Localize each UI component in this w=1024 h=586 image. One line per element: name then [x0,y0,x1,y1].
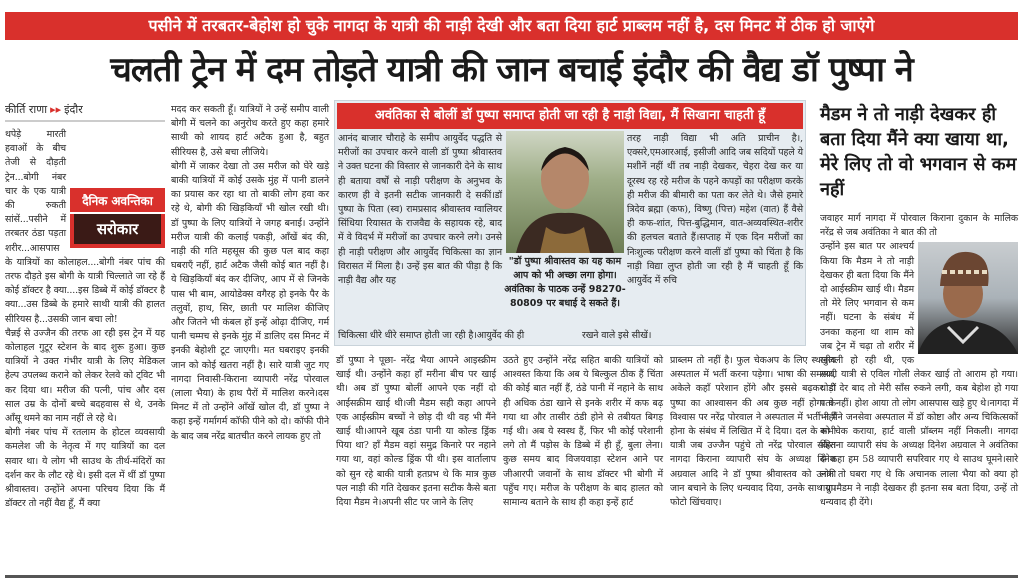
headline: चलती ट्रेन में दम तोड़ते यात्री की जान बचाई इंदौर की वैद्य डॉ पुष्पा ने [110,50,913,90]
doctor-photo [506,131,624,253]
inset-box [334,100,806,346]
paragraph: बोगी नंबर पांच में रतलाम के होटल व्यवसायी कमलेश जी के नेतृत्व में गए यात्रियों का दल सवार था। ये लोग भी साउथ के तीर्थ-मंदिरों का दर्शन कर के लौट रहे थे। इसी दल में थीं डॉ पुष्पा श्रीवास्तव। उन्होंने अपना परिचय दिया कि मैं डॉक्टर तो नहीं वैद्य हूँ, मैं क्या [5,427,165,510]
article-column-4: उठते हुए उन्होंने नरेंद्र सहित बाकी यात्रियों को आश्वस्त किया कि अब ये बिल्कुल ठीक हैं चिंता की कोई बात नहीं हैं, ठंडे पानी में नहाने के साथ ही अधिक ठंडा खाने से इनके शरीर में कफ बढ़ गया था और तासीर ठंडी होने से तबीयत बिगड़ गई थी। अब ये स्वस्थ हैं, फिर भी कोई परेशानी लगे तो मैं पड़ोस के डिब्बे में ही हूँ, बुला लेना। कुछ समय बाद विजयवाड़ा स्टेशन आने पर जीआरपी जवानों के साथ डॉक्टर भी बोगी में पहुँच गए। मरीज के परीक्षण के बाद हालत को सामान्य बताने के साथ ही कहा इन्हें हार्ट [503,355,663,509]
sidebar-text [820,212,1018,510]
paragraph: थपेड़े मारती हवाओं के बीच तेजी से दौड़ती ट्रेन...बोगी नंबर चार के एक यात्री की रुकती सांसें...पसीने में तरबतर ठंडा पड़ता शरीर...आसपास के यात्रियों का कोलाहल....बोगी नंबर पांच की तरफ दौड़ते इस बोगी के यात्री चिल्लाते जा रहे हैं कोई डॉक्टर है क्या....इस डिब्बे में कोई डॉक्टर है क्या...उस डिब्बे के हमारे साथी यात्री की हालत सीरियस है...उसकी जान बचा लो! [5,129,165,325]
article-column-5: प्राब्लम तो नहीं है। फुल चेकअप के लिए स्थानीय अस्पताल में भर्ती करना पड़ेगा। भाषा की समस्या, अकेले कहाँ परेशान होंगे और इससे बढ़कर डॉ पुष्पा का आश्वासन की अब कुछ नहीं होगा के विश्वास पर नरेंद्र पोरवाल ने अस्पताल में भर्ती नहीं होना के संबंध में लिखित में दे दिया। दल के सभी यात्री जब उज्जैन पहुंचे तो नरेंद्र पोरवाल सहित नागदा किराना व्यापारी संघ के अध्यक्ष दिनेश अग्रवाल आदि ने डॉ पुष्पा श्रीवास्तव को उनकी जान बचाने के लिए धन्यवाद दिया, उनके साथ ग्रुप फोटो खिंचवाए। [670,355,836,509]
bottom-rule [5,575,1018,578]
sidebar-wrap-text: उन्होंने इस बात पर आश्चर्य किया कि मैडम ने तो नाड़ी देखकर ही बता दिया कि मैंने दो आईस्क्रीम खाई थी। मैडम तो मेरे लिए भगवान से कम [820,241,914,310]
top-banner: पसीने में तरबतर-बेहोश हो चुके नागदा के यात्री की नाड़ी देखी और बता दिया हार्ट प्राब्लम नहीं है, दस मिनट में ठीक हो जाएंगे [5,12,1018,40]
sidebar-intro: जवाहर मार्ग नागदा में पोरवाल किराना दुकान के मालिक नरेंद्र से जब अवंतिका ने बात की तो [820,213,1018,239]
article-column-2 [171,103,329,444]
arrow-icon: ▸▸ [50,103,62,116]
paragraph: मदद कर सकती हूँ। यात्रियों ने उन्हें समीप वाली बोगी में चलने का अनुरोध करते हुए कहा हमारे साथी को शायद हार्ट अटैक हुआ है, बहुत सीरियस है, उसे बचा लीजिये। [171,104,329,158]
sidebar-body: नहीं। घटना के संबंध में उनका कहना था शाम को जब ट्रेन में चढ़ा तो शरीर में खुजली हो रही थी, एक साथी यात्री से एविल गोली लेकर खाई तो आराम हो गया। थोड़ी देर बाद तो मेरी साँस रुकने लगी, कब बेहोश हो गया पता नहीं। होश आया तो लोग आसपास खड़े हुए थे।नागदा में भी मैंने जनसेवा अस्पताल में डॉ कोष्टा और अन्य चिकित्सकों को चेक कराया, हार्ट वाली प्रॉब्लम नहीं निकली। नागदा किराना व्यापारी संघ के अध्यक्ष दिनेश अग्रवाल ने अवंतिका से कहा हम 58 व्यापारी सपरिवार गए थे साउथ घूमने।सारे लोग तो घबरा गए थे कि अचानक लाला भैया को क्या हो गया।मैडम ने नाड़ी देखकर ही इतना सब बता दिया, उन्हें तो धन्यवाद ही देंगे। [820,312,1018,509]
inset-title: अवंतिका से बोलीं डॉ पुष्पा समाप्त होती जा रही है नाड़ी विद्या, मैं सिखाना चाहती हूँ [337,103,803,129]
photo-caption: "डॉ पुष्पा श्रीवास्तव का यह काम आप को भी अच्छा लगा होगा। अवंतिका के पाठक उन्हें 98270-80809 पर बधाई दे सकते हैं। [504,256,626,309]
masthead-logo [70,188,165,248]
byline [5,100,165,122]
masthead-section: सरोकार [70,214,165,248]
article-column-3: डॉ पुष्पा ने पूछा- नरेंद्र भैया आपने आइस्क्रीम खाई थी। उन्होंने कहा हाँ मरीना बीच पर खाई थी। अब डॉ पुष्पा बोलीं आपने एक नहीं दो आईसक्रीम खाई थी।जी मैडम सही कहा आपने एक आईस्क्रीम बच्चों ने छोड़ दी थी वह भी मैंने खाई थी।आपने खूब ठंडा पानी या कोल्ड ड्रिंक पिया था? हाँ मैडम वहां समुद्र किनारे पर नहाने गया था, वहां कोल्ड ड्रिंक पी थी। इस वार्तालाप को सुन रहे बाकी यात्री हतप्रभ थे कि मात्र कुछ पल नाड़ी की गति देखकर इतना सटीक कैसे बता दिया मैडम ने।अपनी सीट पर जाने के लिए [336,355,496,509]
masthead-name: दैनिक अवन्तिका [70,188,165,214]
sidebar-headline: मैडम ने तो नाड़ी देखकर ही बता दिया मैंने क्या खाया था, मेरे लिए तो वो भगवान से कम नहीं [820,104,1017,200]
paragraph: बोगी में जाकर देखा तो उस मरीज को घेरे खड़े बाकी यात्रियों में कोई उसके मुंह में पानी डालने का प्रयास कर रहा था तो बाकी लोग हवा कर रहे थे, बोगी की खिड़कियाँ भी खोल रखी थी। डॉ पुष्पा के लिए यात्रियों ने जगह बनाई। उन्होंने मरीज यात्री की कलाई पकड़ी, आँखें बंद की, नाड़ी की गति महसूस की कुछ पल बाद कहा घबराएँ नहीं, हार्ट अटैक जैसी कोई बात नहीं है। ये खिड़कियाँ बंद कर दीजिए, आप में से जिनके पास भी बाम, आयोडेक्स वगैरह हो इनके पैर के तलुवों, हाथ, सिर, छाती पर मालिश कीजिए और जितने भी कंबल हों इन्हें ओढ़ा दीजिए, गर्म पानी चम्मच से इनके मुंह में डालिए दस मिनट में इनकी बेहोशी टूट जाएगी। मत घबराइए इनकी जान को कोई खतरा नहीं है। सारे यात्री जुट गए नागदा निवासी-किराना व्यापारी नरेंद्र पोरवाल (लाला भैया) के हाथ पैरों में मालिश करने।दस मिनट में तो उन्होंने आँखें खोल दी, डॉ पुष्पा ने कहा इन्हें गर्मागर्म कॉफी पीने को दो। कॉफी पीने के बाद जब नरेंद्र बातचीत करने लायक हुए तो [171,160,329,442]
inset-left-text: आनंद बाजार चौराहे के समीप आयुर्वेद पद्धति से मरीजों का उपचार करने वाली डॉ पुष्पा श्रीवास्तव ने उक्त घटना की विस्तार से जानकारी देने के साथ ही बताया वर्षों से नाड़ी परीक्षण के अनुभव के कारण ही वे इतनी सटीक जानकारी दे सकीं।डॉ पुष्पा के पिता (स्व) रामप्रसाद श्रीवास्तव ग्वालियर सिंधिया रियासत के राजवैद्य के सहायक रहे, बाद में वे विदर्भ में मरीजों का उपचार करने लगे। उनसे ही नाड़ी परीक्षण और आयुर्वेद चिकित्सा का ज्ञान विरासत में मिला है। उन्हें इस बात की पीड़ा है कि नाड़ी वैद्य और यह [338,133,502,287]
paragraph: चैन्नई से उज्जैन की तरफ आ रही इस ट्रेन में यह कोलाहल गुटूर स्टेशन के बाद शुरू हुआ। कुछ यात्रियों ने उक्त गंभीर यात्री के लिए मेडिकल हेल्प उपलब्ध कराने को लेकर रेलवे को ट्विट भी कर दिया था। मरीज की पत्नी, पांच और दस साल उम्र के दोनों बच्चे बदहवास से थे, उनके आँसू थमने का नाम नहीं ले रहे थे। [5,327,165,425]
inset-right-text: तरह नाड़ी विद्या भी अति प्राचीन है।, एक्सरे,एमआरआई, इसीजी आदि जब सदियों पहले ये मशीनें नहीं थीं तब नाड़ी देखकर, चेहरा देख कर या दूरस्थ रह रहे मरीज के पहने कपड़ों का परीक्षण करके ही मरीज की बीमारी का पता कर लेते थे। जैसे हमारे त्रिदेव ब्रह्मा (कफ), विष्णु (पित्त) महेश (वात) हैं वैसे ही कफ-शांत, पित्त-बुद्धिमान, वात-अव्यवस्थित-शरीर की हलचल बताते हैं।सप्ताह में एक दिन मरीजों का निःशुल्क परीक्षण करने वालीं डॉ पुष्पा को चिंता है कि नाड़ी विद्या लुप्त होती जा रही है मैं चाहती हूँ कि आयुर्वेद में रुचि [627,133,803,287]
inset-bottom-left: चिकित्सा धीरे धीरे समाप्त होती जा रही है।आयुर्वेद की ही [338,330,525,341]
passenger-photo [918,242,1018,354]
article-column-1 [5,128,165,511]
author: कीर्ति राणा [5,103,48,116]
place: इंदौर [64,103,83,116]
inset-bottom-right: रखने वाले इसे सीखें। [582,330,652,341]
